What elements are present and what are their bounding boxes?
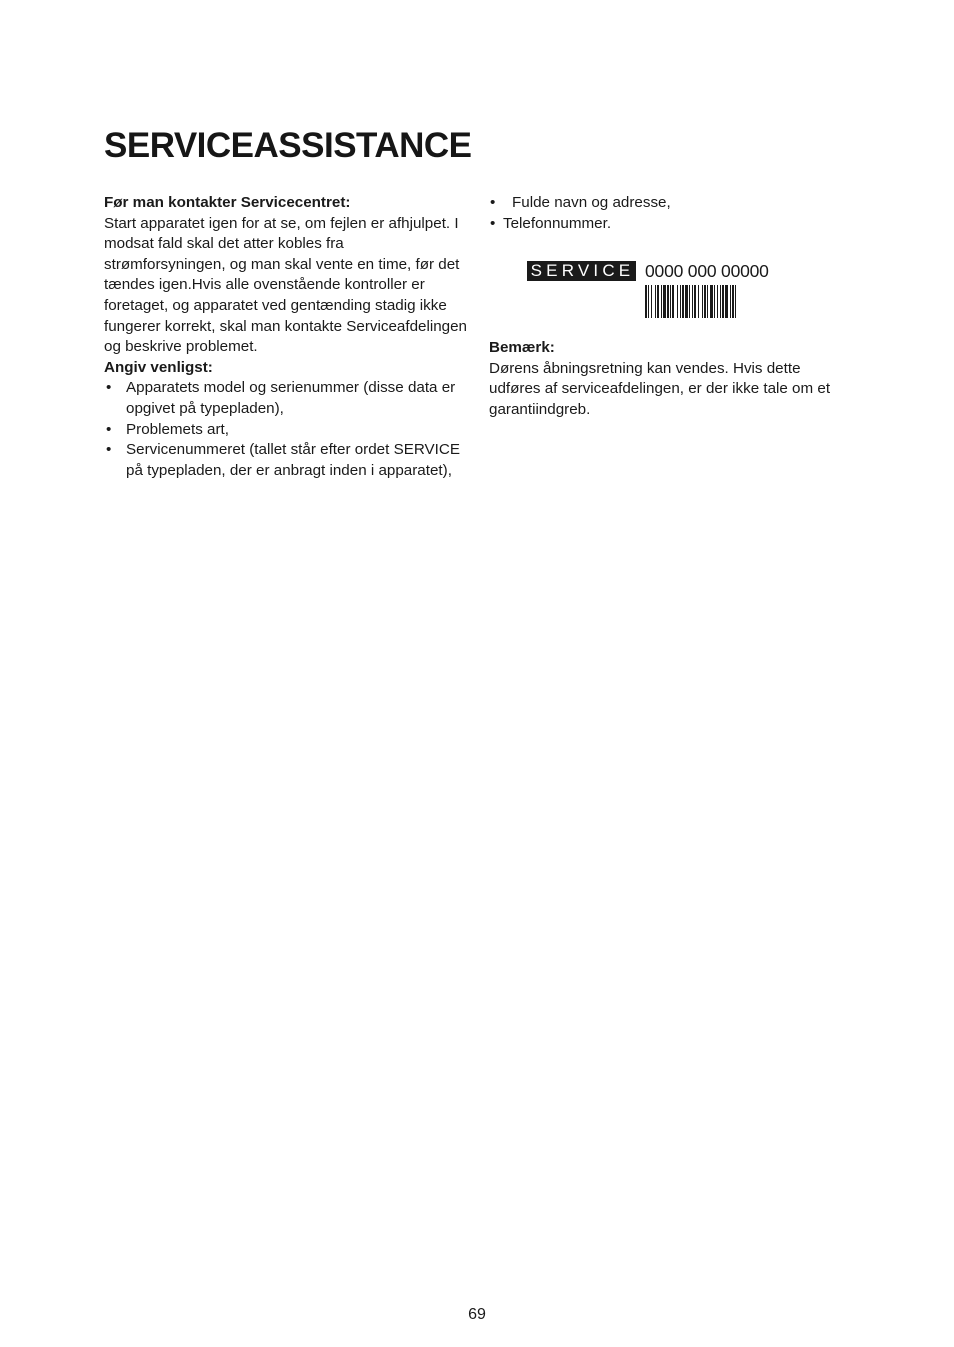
list-item-text: Apparatets model og serienummer (disse data er opgivet på typepladen), bbox=[126, 379, 456, 417]
right-column bbox=[489, 193, 849, 234]
left-column bbox=[104, 193, 469, 481]
page-number: 69 bbox=[468, 1306, 486, 1323]
bullet-icon: • bbox=[490, 194, 496, 211]
list-item-text: Fulde navn og adresse, bbox=[512, 194, 671, 211]
list-item bbox=[104, 378, 469, 419]
contact-details-list bbox=[489, 193, 849, 234]
bullet-icon: • bbox=[106, 441, 112, 459]
list-item-text: Telefonnummer. bbox=[503, 214, 612, 232]
bullet-icon: • bbox=[106, 379, 112, 397]
bullet-icon: • bbox=[106, 420, 112, 438]
list-item-text: Servicenummeret (tallet står efter ordet SERVICE på typepladen, der er anbragt inden i apparatet), bbox=[126, 441, 460, 479]
service-number: 0000 000 00000 bbox=[645, 261, 769, 281]
service-label bbox=[527, 261, 907, 321]
list-item-text: Problemets art, bbox=[126, 420, 229, 438]
note-heading: Bemærk: bbox=[489, 339, 555, 356]
contact-heading: Før man kontakter Servicecentret: bbox=[104, 194, 351, 211]
service-tag: SERVICE bbox=[527, 261, 636, 281]
page-title: SERVICEASSISTANCE bbox=[104, 126, 472, 165]
contact-paragraph: Start apparatet igen for at se, om fejlen er afhjulpet. I modsat fald skal det atter kobles fra strømforsyningen, og man skal vente en time, før det tændes igen.Hvis alle ovenstående kontroller er foretaget, og apparatet ved gentænding stadig ikke fungerer korrekt, skal man kontakte Serviceafdelingen og beskrive problemet. bbox=[104, 214, 468, 356]
list-item bbox=[104, 420, 469, 441]
please-state-list bbox=[104, 378, 469, 481]
note-block bbox=[489, 338, 854, 420]
bullet-icon: • bbox=[490, 214, 496, 232]
list-item bbox=[489, 193, 849, 214]
list-item bbox=[489, 214, 849, 235]
list-item bbox=[104, 440, 469, 481]
note-text: Dørens åbningsretning kan vendes. Hvis dette udføres af serviceafdelingen, er der ikke tale om et garantiindgreb. bbox=[489, 359, 831, 418]
barcode-icon bbox=[645, 285, 777, 318]
please-state-heading: Angiv venligst: bbox=[104, 358, 213, 376]
